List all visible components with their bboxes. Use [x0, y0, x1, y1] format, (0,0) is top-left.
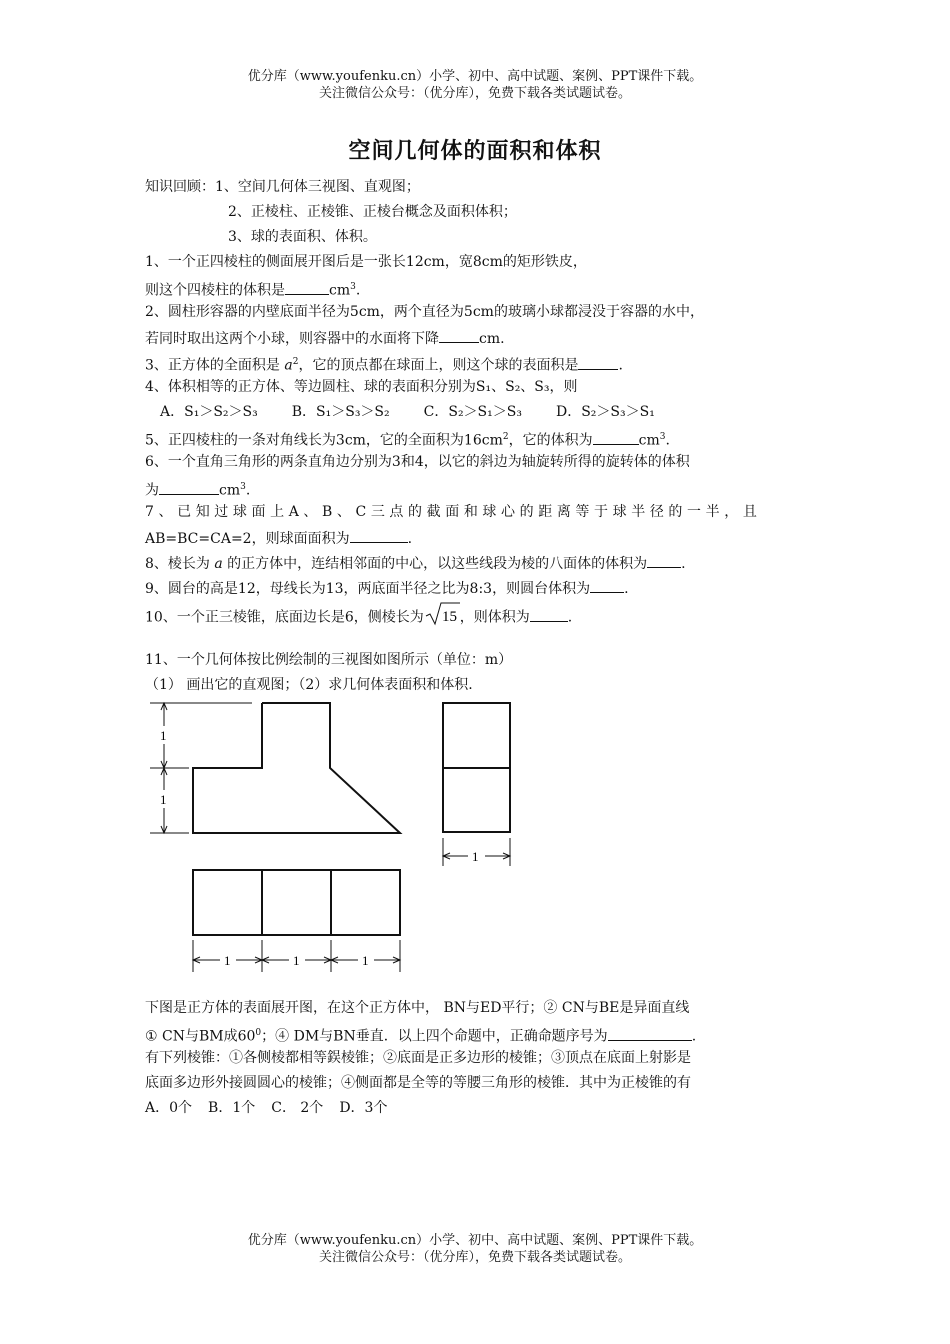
- q13-option-a: A．0个: [145, 1100, 193, 1116]
- q12-text-a: ① CN与BM成60: [145, 1028, 256, 1045]
- q5-exp2: 3: [659, 432, 666, 442]
- q10-text-b: ，则体积为: [459, 609, 530, 626]
- q6-exp: 3: [240, 482, 246, 492]
- q9-end: .: [624, 581, 629, 597]
- q4-line: 4、体积相等的正方体、等边圆柱、球的表面积分别为S₁、S₂、S₃，则: [145, 379, 578, 395]
- q6-text: 为: [145, 482, 159, 499]
- q1-unit: cm: [329, 282, 351, 299]
- q3-var: a: [284, 357, 293, 374]
- q13-option-b: B．1个: [208, 1100, 256, 1116]
- header-line-2: 关注微信公众号：（优分库），免费下载各类试题试卷。: [318, 86, 631, 101]
- footer-line-1: 优分库（www.youfenku.cn）小学、初中、高中试题、案例、PPT课件下载。: [247, 1233, 703, 1248]
- q5-unit: cm: [638, 432, 660, 449]
- q3-end: .: [618, 357, 623, 374]
- q5-end: .: [665, 432, 670, 449]
- header-line-1: 优分库（www.youfenku.cn）小学、初中、高中试题、案例、PPT课件下载。: [247, 69, 703, 84]
- q3-text-b: ，它的顶点都在球面上，则这个球的表面积是: [298, 357, 579, 374]
- answer-blank: [608, 1024, 692, 1041]
- review-label: 知识回顾：: [145, 179, 215, 195]
- dim-label: 1: [293, 953, 300, 968]
- q1-exp: 3: [350, 282, 356, 292]
- q13-option-c: C． 2个: [271, 1100, 324, 1116]
- q2-line-1: 2、圆柱形容器的内壁底面半径为5cm，两个直径为5cm的玻璃小球都浸没于容器的水中，: [145, 304, 704, 320]
- q6-end: .: [245, 482, 251, 499]
- q5-text-a: 5、正四棱柱的一条对角线长为3cm，它的全面积为16cm: [145, 432, 503, 449]
- q2-end: cm.: [479, 331, 505, 347]
- q13-line-2: 底面多边形外接圆圆心的棱锥；④侧面都是全等的等腰三角形的棱锥．其中为正棱锥的有: [145, 1075, 691, 1091]
- q9-text: 9、圆台的高是12，母线长为13，两底面半径之比为8:3，则圆台体积为: [145, 581, 591, 597]
- q8-text-a: 8、棱长为: [145, 556, 215, 572]
- q13-options: [145, 1097, 387, 1119]
- dim-label: 1: [362, 953, 369, 968]
- q13-line-1: 有下列棱锥：①各侧棱都相等鋘棱锥；②底面是正多边形的棱锥；③顶点在底面上射影是: [145, 1050, 691, 1066]
- q6-line-1: 6、一个直角三角形的两条直角边分别为3和4，以它的斜边为轴旋转所得的旋转体的体积: [145, 454, 690, 470]
- review-item-3: 3、球的表面积、体积。: [228, 229, 377, 245]
- q3-text-a: 3、正方体的全面积是: [145, 357, 285, 374]
- q7-text: AB=BC=CA=2，则球面面积为: [145, 531, 350, 547]
- q3-exp: 2: [292, 357, 299, 367]
- q8-var: a: [214, 556, 223, 572]
- q4-option-c: C．S₂＞S₁＞S₃: [423, 404, 522, 420]
- q12-line-1: 下图是正方体的表面展开图，在这个正方体中， BN与ED平行；② CN与BE是异面直线: [145, 1000, 690, 1016]
- q11-line-1: 11、一个几何体按比例绘制的三视图如图所示（单位：m）: [145, 652, 513, 668]
- q10-text-a: 10、一个正三棱锥，底面边长是6，侧棱长为: [145, 609, 424, 626]
- q12-exp: 0: [255, 1028, 262, 1038]
- q4-option-b: B．S₁＞S₃＞S₂: [291, 404, 390, 420]
- q1-text: 则这个四棱柱的体积是: [145, 282, 285, 299]
- dim-label: 1: [160, 792, 167, 807]
- q2-text: 若同时取出这两个小球，则容器中的水面将下降: [145, 331, 439, 347]
- q6-unit: cm: [219, 482, 241, 499]
- q8-end: .: [681, 556, 686, 572]
- q8-text-b: 的正方体中，连结相邻面的中心，以这些线段为棱的八面体的体积为: [222, 556, 648, 572]
- q7-line-1: 7、已知过球面上A、B、C三点的截面和球心的距离等于球半径的一半，且: [145, 504, 762, 520]
- q5-exp: 2: [502, 432, 509, 442]
- q10-end: .: [567, 609, 573, 626]
- sqrt-radicand: 15: [441, 609, 457, 625]
- q1-line-1: 1、一个正四棱柱的侧面展开图后是一张长12cm，宽8cm的矩形铁皮，: [145, 254, 587, 270]
- q12-end: .: [691, 1028, 697, 1045]
- dim-label: 1: [472, 849, 479, 864]
- footer: [0, 1232, 950, 1266]
- review-item-1: 1、空间几何体三视图、直观图；: [215, 179, 420, 195]
- q12-line-2: [145, 1022, 696, 1048]
- q13-option-d: D．3个: [339, 1100, 388, 1116]
- side-view: [443, 703, 510, 832]
- top-view: [193, 870, 400, 935]
- q4-option-a: A．S₁＞S₂＞S₃: [160, 404, 258, 420]
- q5-text-b: ，它的体积为: [508, 432, 593, 449]
- q1-end: .: [355, 282, 361, 299]
- page-title: 空间几何体的面积和体积: [348, 138, 602, 164]
- q7-end: .: [407, 531, 413, 547]
- dim-label: 1: [160, 728, 167, 743]
- dim-label: 1: [224, 953, 231, 968]
- review-item-2: 2、正棱柱、正棱锥、正棱台概念及面积体积；: [228, 204, 517, 220]
- footer-line-2: 关注微信公众号：（优分库），免费下载各类试题试卷。: [318, 1250, 631, 1265]
- front-view: [193, 703, 400, 833]
- q11-line-2: （1） 画出它的直观图；（2）求几何体表面积和体积.: [145, 677, 473, 693]
- q12-text-b: ；④ DM与BN垂直．以上四个命题中，正确命题序号为: [261, 1028, 608, 1045]
- q4-option-d: D．S₂＞S₃＞S₁: [555, 404, 655, 420]
